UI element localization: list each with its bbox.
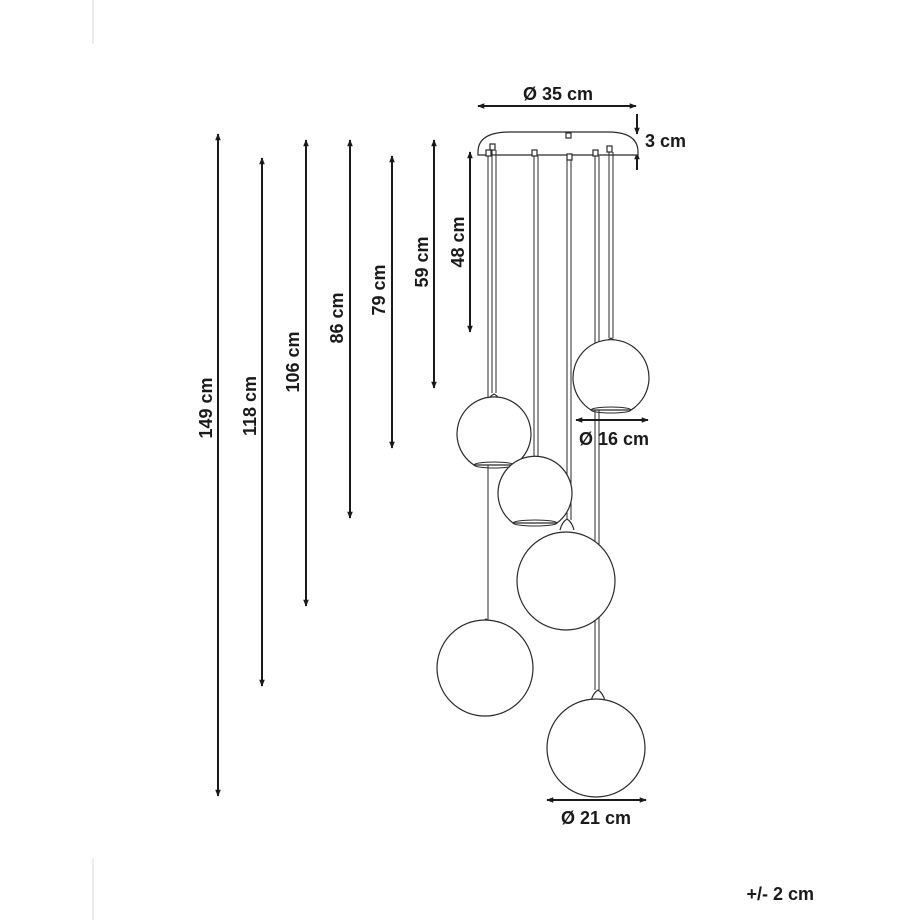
- drop-label-149: 149 cm: [196, 377, 216, 439]
- large-shades: [437, 519, 645, 797]
- cord-grip: [486, 150, 491, 156]
- large-shade-diameter-label: Ø 21 cm: [560, 808, 632, 828]
- cord-grip: [490, 144, 495, 150]
- canopy-plate: [478, 132, 638, 155]
- drop-dimensions: [196, 134, 470, 796]
- cord-grip: [607, 146, 612, 152]
- shade-large-bottom: [547, 690, 645, 797]
- shade-small-left: [457, 394, 531, 468]
- drop-label-59: 59 cm: [412, 236, 432, 288]
- drop-label-48: 48 cm: [448, 216, 468, 268]
- drop-label-86: 86 cm: [327, 292, 347, 344]
- shade-large-center: [517, 519, 615, 630]
- small-shade-diameter-label: Ø 16 cm: [578, 429, 650, 449]
- canopy-dimensions: [478, 84, 686, 170]
- tolerance-note: +/- 2 cm: [746, 884, 814, 904]
- drop-label-118: 118 cm: [240, 375, 260, 437]
- cord-grip: [567, 154, 572, 160]
- canopy-diameter-label: Ø 35 cm: [522, 84, 594, 104]
- shade-small-right: [573, 338, 649, 413]
- canopy-screw: [566, 133, 571, 138]
- drop-label-106: 106 cm: [283, 331, 303, 393]
- canopy-height-label: 3 cm: [645, 131, 687, 151]
- shade-small-center: [498, 456, 572, 526]
- drop-label-79: 79 cm: [369, 264, 389, 316]
- ceiling-canopy: [478, 132, 638, 160]
- shade-large-left: [437, 619, 533, 716]
- cord-grip: [593, 150, 598, 156]
- cord-grip: [532, 150, 537, 156]
